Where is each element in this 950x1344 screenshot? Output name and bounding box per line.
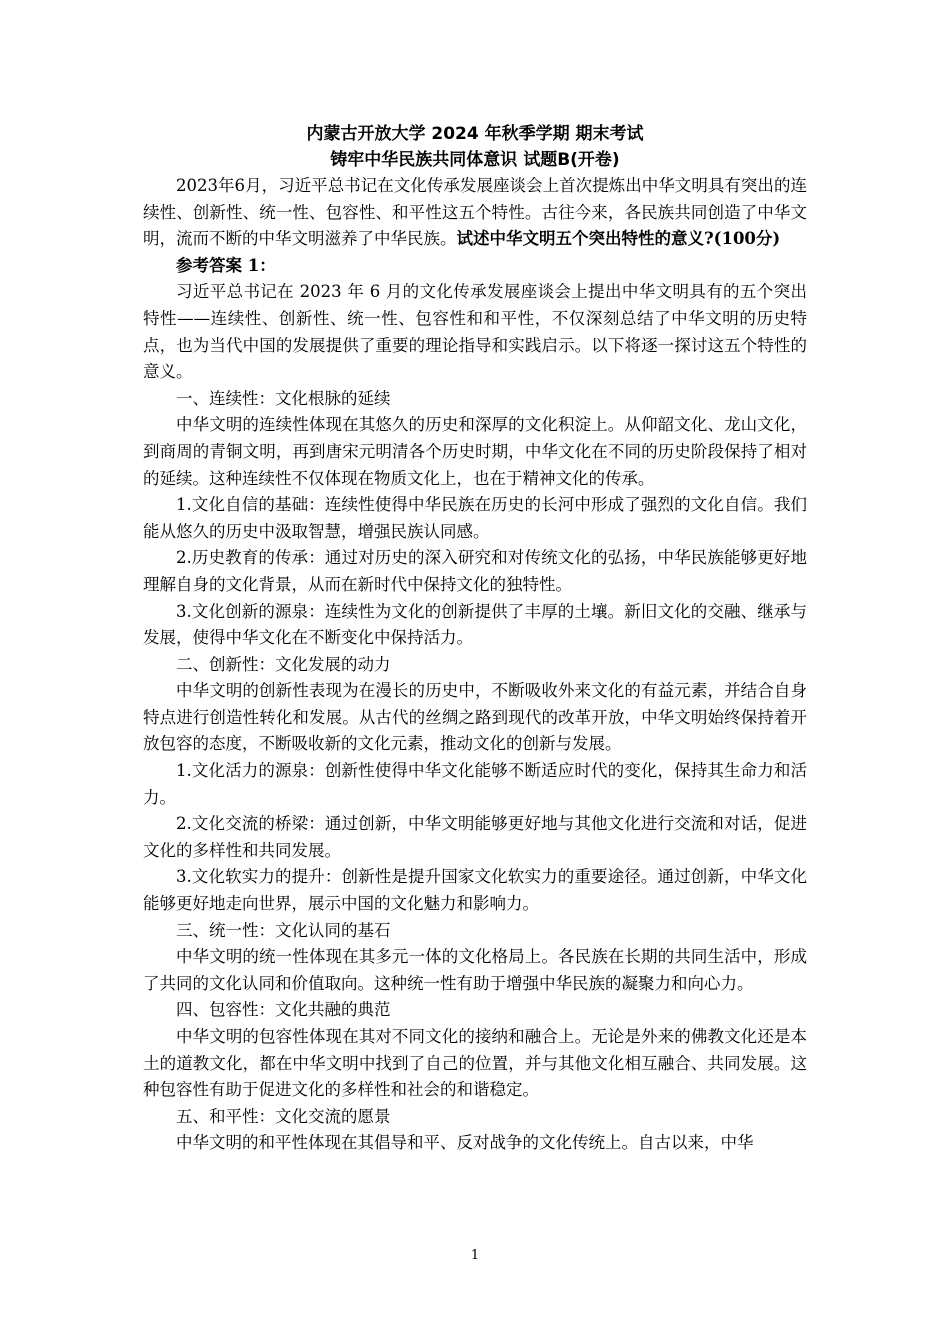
answer-paragraph: 中华文明的连续性体现在其悠久的历史和深厚的文化积淀上。从仰韶文化、龙山文化，到商周的青铜文明，再到唐宋元明清各个历史时期，中华文化在不同的历史阶段保持了相对的延续。这种连续性不仅体现在物质文化上，也在于精神文化的传承。	[143, 415, 807, 488]
document-body	[143, 173, 807, 1157]
answer-paragraph: 中华文明的和平性体现在其倡导和平、反对战争的文化传统上。自古以来，中华	[176, 1133, 754, 1153]
question-paragraph	[143, 173, 807, 253]
answer-paragraph: 中华文明的包容性体现在其对不同文化的接纳和融合上。无论是外来的佛教文化还是本土的道教文化，都在中华文明中找到了自己的位置，并与其他文化相互融合、共同发展。这种包容性有助于促进文化的多样性和社会的和谐稳定。	[143, 1027, 807, 1100]
answer-label: 参考答案 1：	[176, 255, 276, 275]
section-heading: 三、统一性：文化认同的基石	[176, 920, 391, 940]
section-heading: 二、创新性：文化发展的动力	[176, 654, 391, 674]
list-item: 3.文化创新的源泉：连续性为文化的创新提供了丰厚的土壤。新旧文化的交融、继承与发展，使得中华文化在不断变化中保持活力。	[143, 601, 807, 648]
section-heading: 一、连续性：文化根脉的延续	[176, 388, 391, 408]
list-item: 2.历史教育的传承：通过对历史的深入研究和对传统文化的弘扬，中华民族能够更好地理解自身的文化背景，从而在新时代中保持文化的独特性。	[143, 548, 807, 594]
answer-paragraph: 中华文明的统一性体现在其多元一体的文化格局上。各民族在长期的共同生活中，形成了共同的文化认同和价值取向。这种统一性有助于增强中华民族的凝聚力和向心力。	[143, 947, 807, 993]
list-item: 3.文化软实力的提升：创新性是提升国家文化软实力的重要途径。通过创新，中华文化能够更好地走向世界，展示中国的文化魅力和影响力。	[143, 867, 807, 914]
question-intro: 2023年6月，习近平总书记在文化传承发展座谈会上首次提炼出中华文明具有突出的连续性、创新性、统一性、包容性、和平性这五个特性。古往今来，各民族共同创造了中华文明，流而不断的中华文明滋养了中华民族。	[143, 176, 807, 249]
answer-paragraph: 习近平总书记在 2023 年 6 月的文化传承发展座谈会上提出中华文明具有的五个突出特性——连续性、创新性、统一性、包容性和和平性，不仅深刻总结了中华文明的历史特点，也为当代中国的发展提供了重要的理论指导和实践启示。以下将逐一探讨这五个特性的意义。	[143, 282, 807, 382]
list-item: 1.文化活力的源泉：创新性使得中华文化能够不断适应时代的变化，保持其生命力和活力。	[143, 761, 807, 807]
question-prompt: 试述中华文明五个突出特性的意义?(100分)	[456, 229, 781, 249]
section-heading: 五、和平性：文化交流的愿景	[176, 1106, 391, 1126]
section-heading: 四、包容性：文化共融的典范	[176, 1000, 391, 1020]
list-item: 1.文化自信的基础：连续性使得中华民族在历史的长河中形成了强烈的文化自信。我们能从悠久的历史中汲取智慧，增强民族认同感。	[143, 495, 807, 541]
answer-paragraph: 中华文明的创新性表现为在漫长的历史中，不断吸收外来文化的有益元素，并结合自身特点进行创造性转化和发展。从古代的丝绸之路到现代的改革开放，中华文明始终保持着开放包容的态度，不断吸收新的文化元素，推动文化的创新与发展。	[143, 681, 807, 754]
exam-title: 内蒙古开放大学 2024 年秋季学期 期末考试	[306, 124, 644, 144]
exam-subtitle: 铸牢中华民族共同体意识 试题B(开卷)	[330, 150, 620, 170]
list-item: 2.文化交流的桥梁：通过创新，中华文明能够更好地与其他文化进行交流和对话，促进文化的多样性和共同发展。	[143, 814, 807, 860]
page-number: 1	[470, 1248, 480, 1263]
